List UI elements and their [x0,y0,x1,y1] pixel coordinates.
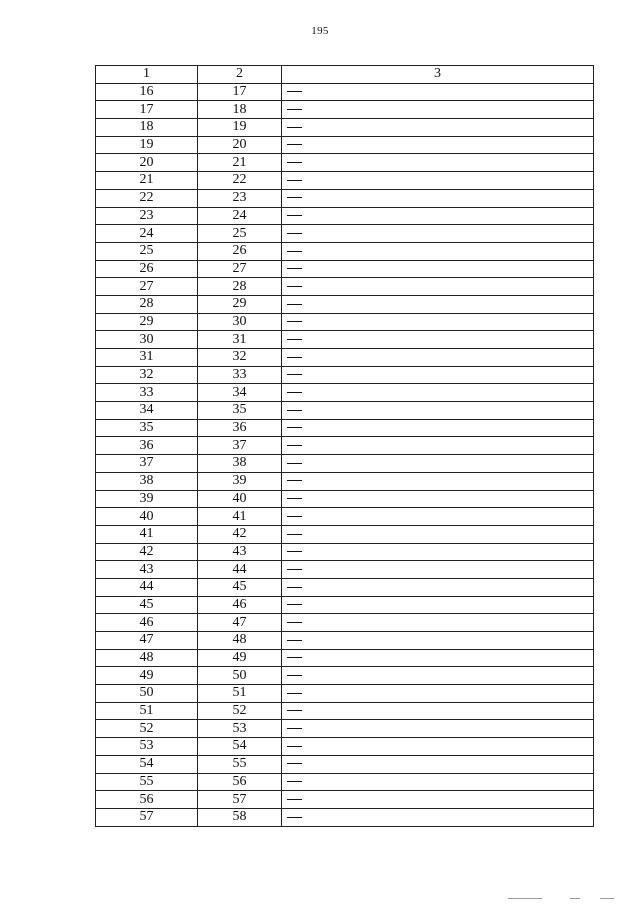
dash-value [302,137,303,138]
cell-col-1: 18 [96,119,198,137]
cell-col-2: 42 [198,525,282,543]
cell-col-1: 48 [96,649,198,667]
column-header-2: 2 [198,66,282,84]
dash-mark [287,119,302,135]
dash-value [302,102,303,103]
cell-col-1: 40 [96,508,198,526]
dash-mark [287,562,302,578]
cell-col-1: 16 [96,83,198,101]
cell-col-3 [282,808,594,826]
cell-col-1: 52 [96,720,198,738]
table-row [96,490,594,508]
cell-col-1: 35 [96,419,198,437]
dash-value [302,473,303,474]
dash-value [302,756,303,757]
dash-value [302,172,303,173]
dash-value [302,84,303,85]
dash-mark [287,792,302,808]
cell-col-1: 45 [96,596,198,614]
cell-col-2: 54 [198,738,282,756]
dash-mark [287,579,302,595]
table-row [96,189,594,207]
table-row [96,755,594,773]
dash-mark [287,137,302,153]
table-row [96,278,594,296]
dash-mark [287,226,302,242]
table-row [96,331,594,349]
cell-col-2: 22 [198,172,282,190]
cell-col-1: 32 [96,366,198,384]
dash-mark [287,809,302,825]
dash-mark [287,367,302,383]
dash-value [302,279,303,280]
table-header [96,66,594,84]
table-row [96,295,594,313]
cell-col-1: 49 [96,667,198,685]
cell-col-1: 19 [96,136,198,154]
table-row [96,632,594,650]
table-row [96,101,594,119]
table-row [96,561,594,579]
cell-col-2: 38 [198,455,282,473]
cell-col-3 [282,773,594,791]
cell-col-1: 31 [96,349,198,367]
cell-col-2: 58 [198,808,282,826]
cell-col-3 [282,472,594,490]
table-row [96,702,594,720]
table-row [96,720,594,738]
table-row [96,225,594,243]
cell-col-3 [282,525,594,543]
cell-col-2: 48 [198,632,282,650]
cell-col-1: 43 [96,561,198,579]
dash-value [302,509,303,510]
cell-col-3 [282,649,594,667]
table-row [96,738,594,756]
dash-value [302,402,303,403]
dash-mark [287,261,302,277]
cell-col-2: 45 [198,578,282,596]
page-number: 195 [311,25,329,37]
cell-col-1: 55 [96,773,198,791]
cell-col-1: 30 [96,331,198,349]
dash-value [302,721,303,722]
cell-col-1: 34 [96,402,198,420]
cell-col-1: 56 [96,791,198,809]
table-row [96,402,594,420]
dash-mark [287,756,302,772]
cell-col-3 [282,260,594,278]
cell-col-1: 53 [96,738,198,756]
cell-col-2: 44 [198,561,282,579]
cell-col-1: 21 [96,172,198,190]
cell-col-2: 17 [198,83,282,101]
cell-col-2: 33 [198,366,282,384]
cell-col-3 [282,437,594,455]
cell-col-2: 26 [198,242,282,260]
cell-col-3 [282,83,594,101]
table-body [96,83,594,826]
dash-value [302,685,303,686]
dash-mark [287,102,302,118]
dash-mark [287,438,302,454]
cell-col-3 [282,561,594,579]
cell-col-1: 41 [96,525,198,543]
cell-col-3 [282,225,594,243]
table-row [96,543,594,561]
dash-mark [287,190,302,206]
table-row [96,596,594,614]
dash-value [302,314,303,315]
table-row [96,207,594,225]
dash-value [302,738,303,739]
cell-col-2: 51 [198,685,282,703]
cell-col-1: 57 [96,808,198,826]
dash-value [302,632,303,633]
cell-col-3 [282,101,594,119]
dash-value [302,455,303,456]
cell-col-3 [282,632,594,650]
cell-col-2: 50 [198,667,282,685]
table-row [96,508,594,526]
cell-col-1: 42 [96,543,198,561]
dash-value [302,792,303,793]
cell-col-1: 28 [96,295,198,313]
dash-value [302,119,303,120]
cell-col-2: 43 [198,543,282,561]
dash-mark [287,155,302,171]
cell-col-3 [282,172,594,190]
cell-col-3 [282,119,594,137]
cell-col-3 [282,331,594,349]
dash-value [302,243,303,244]
cell-col-2: 35 [198,402,282,420]
dash-mark [287,632,302,648]
cell-col-2: 39 [198,472,282,490]
table-row [96,349,594,367]
table-row [96,791,594,809]
table-row [96,136,594,154]
table-row [96,455,594,473]
cell-col-3 [282,366,594,384]
table-row [96,578,594,596]
dash-mark [287,597,302,613]
cell-col-3 [282,755,594,773]
data-table [95,65,594,827]
dash-mark [287,721,302,737]
cell-col-1: 47 [96,632,198,650]
cell-col-1: 38 [96,472,198,490]
dash-value [302,208,303,209]
dash-mark [287,473,302,489]
dash-value [302,226,303,227]
dash-value [302,703,303,704]
dash-value [302,349,303,350]
dash-mark [287,243,302,259]
dash-value [302,261,303,262]
cell-col-2: 55 [198,755,282,773]
dash-value [302,491,303,492]
cell-col-3 [282,685,594,703]
cell-col-1: 24 [96,225,198,243]
cell-col-3 [282,384,594,402]
header-row [96,66,594,84]
cell-col-2: 20 [198,136,282,154]
cell-col-2: 56 [198,773,282,791]
dash-mark [287,544,302,560]
cell-col-3 [282,419,594,437]
cell-col-2: 49 [198,649,282,667]
dash-mark [287,314,302,330]
dash-value [302,332,303,333]
cell-col-2: 25 [198,225,282,243]
cell-col-3 [282,702,594,720]
dash-mark [287,208,302,224]
cell-col-2: 27 [198,260,282,278]
dash-mark [287,455,302,471]
dash-mark [287,172,302,188]
dash-value [302,155,303,156]
dash-value [302,190,303,191]
cell-col-1: 33 [96,384,198,402]
table-row [96,614,594,632]
cell-col-2: 31 [198,331,282,349]
dash-value [302,296,303,297]
cell-col-2: 24 [198,207,282,225]
cell-col-2: 41 [198,508,282,526]
cell-col-3 [282,313,594,331]
cell-col-2: 47 [198,614,282,632]
table-row [96,437,594,455]
dash-value [302,579,303,580]
dash-mark [287,685,302,701]
cell-col-2: 52 [198,702,282,720]
dash-value [302,438,303,439]
cell-col-3 [282,154,594,172]
table-row [96,808,594,826]
cell-col-3 [282,455,594,473]
table-row [96,260,594,278]
table-row [96,154,594,172]
dash-mark [287,332,302,348]
column-header-3: 3 [282,66,594,84]
column-header-1: 1 [96,66,198,84]
cell-col-2: 19 [198,119,282,137]
cell-col-2: 53 [198,720,282,738]
cell-col-3 [282,490,594,508]
cell-col-3 [282,720,594,738]
cell-col-2: 32 [198,349,282,367]
table-row [96,83,594,101]
table-row [96,313,594,331]
cell-col-2: 21 [198,154,282,172]
cell-col-3 [282,349,594,367]
dash-value [302,668,303,669]
cell-col-2: 36 [198,419,282,437]
cell-col-1: 44 [96,578,198,596]
cell-col-2: 28 [198,278,282,296]
cell-col-1: 51 [96,702,198,720]
cell-col-1: 23 [96,207,198,225]
dash-value [302,615,303,616]
dash-mark [287,349,302,365]
cell-col-1: 36 [96,437,198,455]
table-row [96,773,594,791]
cell-col-1: 26 [96,260,198,278]
dash-value [302,526,303,527]
dash-mark [287,526,302,542]
dash-mark [287,84,302,100]
cell-col-2: 34 [198,384,282,402]
cell-col-2: 57 [198,791,282,809]
cell-col-1: 37 [96,455,198,473]
cell-col-3 [282,596,594,614]
dash-mark [287,668,302,684]
table-row [96,366,594,384]
table-row [96,472,594,490]
cell-col-2: 40 [198,490,282,508]
table-row [96,419,594,437]
cell-col-1: 39 [96,490,198,508]
cell-col-2: 37 [198,437,282,455]
cell-col-2: 18 [198,101,282,119]
cell-col-3 [282,242,594,260]
dash-mark [287,279,302,295]
cell-col-3 [282,791,594,809]
dash-mark [287,615,302,631]
dash-value [302,385,303,386]
table-row [96,384,594,402]
cell-col-1: 25 [96,242,198,260]
dash-value [302,562,303,563]
dash-value [302,367,303,368]
dash-mark [287,509,302,525]
cell-col-3 [282,295,594,313]
dash-mark [287,296,302,312]
table-row [96,172,594,190]
cell-col-1: 22 [96,189,198,207]
cell-col-3 [282,614,594,632]
cell-col-3 [282,402,594,420]
cell-col-1: 27 [96,278,198,296]
dash-mark [287,385,302,401]
cell-col-3 [282,508,594,526]
cell-col-3 [282,189,594,207]
cell-col-3 [282,278,594,296]
cell-col-2: 29 [198,295,282,313]
table-row [96,242,594,260]
dash-value [302,544,303,545]
cell-col-1: 29 [96,313,198,331]
dash-value [302,809,303,810]
table-row [96,685,594,703]
cell-col-3 [282,136,594,154]
table-row [96,525,594,543]
table-row [96,649,594,667]
dash-mark [287,738,302,754]
scan-edge-marks [508,898,618,901]
dash-mark [287,491,302,507]
cell-col-2: 30 [198,313,282,331]
cell-col-1: 50 [96,685,198,703]
cell-col-2: 46 [198,596,282,614]
dash-mark [287,402,302,418]
cell-col-3 [282,578,594,596]
dash-value [302,420,303,421]
cell-col-3 [282,667,594,685]
dash-value [302,597,303,598]
dash-mark [287,703,302,719]
cell-col-3 [282,738,594,756]
cell-col-1: 54 [96,755,198,773]
dash-mark [287,420,302,436]
cell-col-3 [282,543,594,561]
table-row [96,119,594,137]
cell-col-1: 17 [96,101,198,119]
cell-col-1: 46 [96,614,198,632]
table-row [96,667,594,685]
dash-value [302,650,303,651]
cell-col-1: 20 [96,154,198,172]
cell-col-2: 23 [198,189,282,207]
dash-mark [287,650,302,666]
dash-mark [287,774,302,790]
dash-value [302,774,303,775]
cell-col-3 [282,207,594,225]
